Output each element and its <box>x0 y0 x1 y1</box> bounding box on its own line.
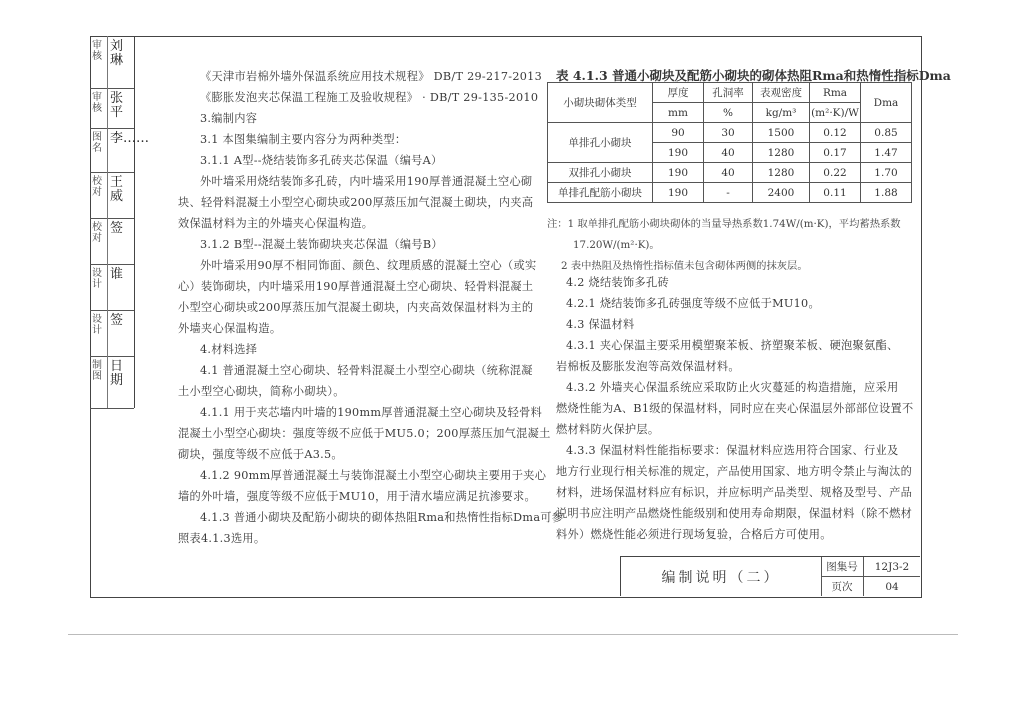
sidebar-cell <box>90 218 134 265</box>
text-line: 3.1.2 B型--混凝土装饰砌块夹芯保温（编号B） <box>200 238 443 251</box>
table-cell-r: 0.17 <box>810 143 861 163</box>
text-line: 4.2 烧结装饰多孔砖 <box>566 276 669 289</box>
sidebar-divider <box>107 88 108 128</box>
table-title: 表 4.1.3 普通小砌块及配筋小砌块的砌体热阻Rma和热惰性指标Dma <box>556 68 951 83</box>
sidebar-role-label: 设计 <box>92 268 102 290</box>
sidebar-cell <box>90 310 134 357</box>
text-line: 4.1 普通混凝土空心砌块、轻骨料混凝土小型空心砌块（统称混凝 <box>200 364 533 377</box>
table-cell-r: 0.11 <box>810 183 861 203</box>
text-line: 燃烧性能为A、B1级的保温材料，同时应在夹心保温层外部部位设置不 <box>556 402 914 415</box>
text-line: 3.编制内容 <box>200 112 258 125</box>
table-header-cell: Rma <box>810 83 861 103</box>
sidebar-signature: 签 <box>110 313 124 328</box>
text-line: 4.3 保温材料 <box>566 318 635 331</box>
thermal-properties-table <box>547 82 912 203</box>
table-row <box>548 183 912 203</box>
table-cell-density: 2400 <box>753 183 810 203</box>
table-cell-thickness: 90 <box>653 123 704 143</box>
sidebar-cell <box>90 356 134 409</box>
table-cell-density: 1280 <box>753 163 810 183</box>
table-row <box>548 123 912 143</box>
sidebar-signature: 谁 <box>110 267 124 282</box>
sidebar-divider <box>107 310 108 356</box>
table-notes <box>547 214 901 277</box>
table-cell-porosity: 30 <box>704 123 753 143</box>
reference-standard-1: 《天津市岩棉外墙外保温系统应用技术规程》 DB/T 29-217-2013 <box>200 70 543 83</box>
text-line: 4.3.2 外墙夹心保温系统应采取防止火灾蔓延的构造措施，应采用 <box>566 381 899 394</box>
sidebar-role-label: 图名 <box>92 132 102 154</box>
atlas-number-label: 图集号 <box>821 557 864 577</box>
atlas-number-value: 12J3-2 <box>864 557 920 577</box>
sidebar-role-label: 审核 <box>92 92 102 114</box>
table-cell-thickness: 190 <box>653 143 704 163</box>
text-line: 燃材料防火保护层。 <box>556 423 660 436</box>
sidebar-divider <box>107 264 108 310</box>
text-line: 混凝土小型空心砌块：强度等级不应低于MU5.0；200厚蒸压加气混凝土 <box>178 427 551 440</box>
text-line: 砌块，强度等级不应低于A3.5。 <box>178 448 343 461</box>
table-cell-porosity: 40 <box>704 143 753 163</box>
table-cell-r: 0.22 <box>810 163 861 183</box>
text-line: 照表4.1.3选用。 <box>178 532 266 545</box>
sidebar-role-label: 制图 <box>92 360 102 382</box>
table-cell-thickness: 190 <box>653 163 704 183</box>
text-line: 料外）燃烧性能必须进行现场复验，合格后方可使用。 <box>556 528 832 541</box>
sidebar-signature: 张平 <box>110 91 124 120</box>
table-cell-d: 0.85 <box>861 123 912 143</box>
table-cell-d: 1.88 <box>861 183 912 203</box>
table-header-cell: 小砌块砌体类型 <box>548 83 653 123</box>
sidebar-signature: 刘琳 <box>110 39 124 68</box>
sidebar-cell <box>90 36 134 89</box>
sidebar-divider <box>107 172 108 218</box>
text-line: 3.1 本图集编制主要内容分为两种类型： <box>200 133 407 146</box>
title-block <box>620 556 920 596</box>
table-header-unit: (m²·K)/W <box>810 103 861 123</box>
text-line: 材料，进场保温材料应有标识，并应标明产品类型、规格及型号、产品 <box>556 486 913 499</box>
sidebar-cell <box>90 264 134 311</box>
text-line: 说明书应注明产品燃烧性能级别和使用寿命期限，保温材料（除不燃材 <box>556 507 913 520</box>
table-header-cell: 表观密度 <box>753 83 810 103</box>
sidebar-divider <box>107 36 108 88</box>
sidebar-signature: 王威 <box>110 175 124 204</box>
sidebar-role-label: 审核 <box>92 40 102 62</box>
table-header-cell: Dma <box>861 83 912 123</box>
scan-edge-line <box>68 634 958 635</box>
text-line: 块、轻骨料混凝土小型空心砌块或200厚蒸压加气混凝土砌块，内夹高 <box>178 196 534 209</box>
table-cell-d: 1.70 <box>861 163 912 183</box>
table-cell-type: 双排孔小砌块 <box>548 163 653 183</box>
sidebar-cell <box>90 88 134 129</box>
text-line: 地方行业现行相关标准的规定，产品使用国家、地方明令禁止与淘汰的 <box>556 465 913 478</box>
text-line: 外叶墙采用烧结装饰多孔砖，内叶墙采用190厚普通混凝土空心砌 <box>200 175 533 188</box>
text-line: 4.材料选择 <box>200 343 258 356</box>
text-line: 效保温材料为主的外墙夹心保温构造。 <box>178 217 374 230</box>
sidebar-divider <box>107 218 108 264</box>
text-line: 外墙夹心保温构造。 <box>178 322 282 335</box>
text-line: 小型空心砌块或200厚蒸压加气混凝土砌块，内夹高效保温材料为主的 <box>178 301 534 314</box>
sidebar-divider <box>107 128 108 172</box>
table-cell-r: 0.12 <box>810 123 861 143</box>
sidebar-cell <box>90 172 134 219</box>
page-number-value: 04 <box>885 580 899 593</box>
table-cell-type: 单排孔小砌块 <box>548 123 653 163</box>
table-cell-porosity: - <box>704 183 753 203</box>
text-line: 4.2.1 烧结装饰多孔砖强度等级不应低于MU10。 <box>566 297 820 310</box>
table-header-cell: 孔洞率 <box>704 83 753 103</box>
sidebar-signature: 签 <box>110 221 124 236</box>
signature-sidebar <box>90 36 150 408</box>
text-line: 土小型空心砌块，简称小砌块）。 <box>178 385 345 398</box>
page-number-label: 页次 <box>821 577 864 596</box>
sheet-title: 编制说明（二） <box>621 557 822 596</box>
table-row <box>548 163 912 183</box>
text-line: 4.3.3 保温材料性能指标要求：保温材料应选用符合国家、行业及 <box>566 444 899 457</box>
text-line: 心）装饰砌块，内叶墙采用190厚普通混凝土空心砌块、轻骨料混凝土 <box>178 280 534 293</box>
table-cell-type: 单排孔配筋小砌块 <box>548 183 653 203</box>
text-line: 4.1.3 普通小砌块及配筋小砌块的砌体热阻Rma和热惰性指标Dma可参 <box>200 511 564 524</box>
sidebar-role-label: 校对 <box>92 222 102 244</box>
sidebar-signature: 李…… <box>110 131 150 146</box>
text-line: 4.3.1 夹心保温主要采用模塑聚苯板、挤塑聚苯板、硬泡聚氨酯、 <box>566 339 899 352</box>
text-line: 3.1.1 A型--烧结装饰多孔砖夹芯保温（编号A） <box>200 154 443 167</box>
sidebar-role-label: 校对 <box>92 176 102 198</box>
sidebar-signature: 日期 <box>110 359 124 388</box>
text-line: 岩棉板及膨胀发泡等高效保温材料。 <box>556 360 740 373</box>
table-header-unit: mm <box>653 103 704 123</box>
sidebar-divider <box>107 356 108 408</box>
table-cell-density: 1500 <box>753 123 810 143</box>
table-cell-thickness: 190 <box>653 183 704 203</box>
text-line: 墙的外叶墙，强度等级不应低于MU10，用于清水墙应满足抗渗要求。 <box>178 490 536 503</box>
left-column-body <box>170 108 564 549</box>
table-cell-density: 1280 <box>753 143 810 163</box>
right-column-body <box>548 272 918 545</box>
table-cell-d: 1.47 <box>861 143 912 163</box>
table-cell-porosity: 40 <box>704 163 753 183</box>
table-note-line: 17.20W/(m²·K)。 <box>573 239 660 251</box>
sidebar-cell <box>90 128 150 173</box>
table-header-cell: 厚度 <box>653 83 704 103</box>
table-note-line: 2 表中热阻及热惰性指标值未包含砌体两侧的抹灰层。 <box>561 260 808 272</box>
reference-standard-2: 《膨胀发泡夹芯保温工程施工及验收规程》 · DB/T 29-135-2010 <box>200 91 539 104</box>
text-line: 4.1.2 90mm厚普通混凝土与装饰混凝土小型空心砌块主要用于夹心 <box>200 469 547 482</box>
table-header-unit: kg/m³ <box>753 103 810 123</box>
sidebar-role-label: 设计 <box>92 314 102 336</box>
text-line: 外叶墙采用90厚不相同饰面、颜色、纹理质感的混凝土空心（或实 <box>200 259 537 272</box>
table-note-line: 注：1 取单排孔配筋小砌块砌体的当量导热系数1.74W/(m·K)，平均蓄热系数 <box>547 218 901 230</box>
text-line: 4.1.1 用于夹芯墙内叶墙的190mm厚普通混凝土空心砌块及轻骨料 <box>200 406 543 419</box>
table-header-unit: % <box>704 103 753 123</box>
